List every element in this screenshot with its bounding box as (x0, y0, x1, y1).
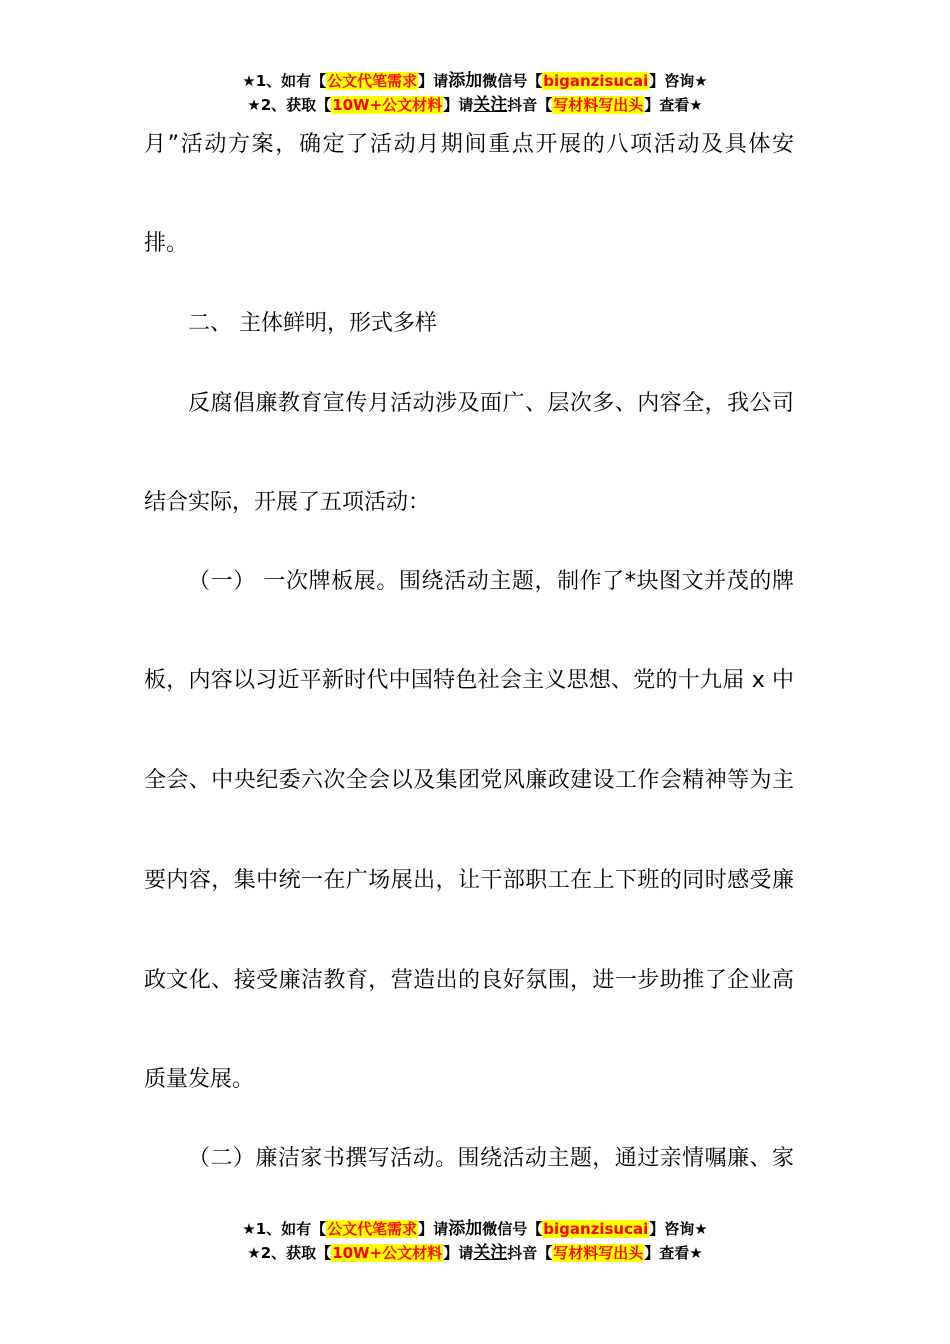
body-line: 政文化、接受廉洁教育，营造出的良好氛围，进一步助推了企业高 (144, 968, 794, 993)
body-line: 板，内容以习近平新时代中国特色社会主义思想、党的十九届 x 中 (144, 668, 794, 693)
banner-emphasis: 添加 (448, 71, 483, 91)
body-line: 反腐倡廉教育宣传月活动涉及面广、层次多、内容全，我公司 (188, 391, 794, 416)
banner-line-2 (0, 1241, 950, 1265)
body-line: 结合实际，开展了五项活动： (144, 490, 431, 515)
banner-text: 抖音【 (507, 1244, 553, 1262)
banner-highlight: biganzisucai (543, 72, 649, 90)
banner-line-1 (0, 69, 950, 93)
banner-line-1 (0, 1217, 950, 1241)
banner-text: 】咨询★ (649, 1220, 708, 1238)
banner-highlight: 写材料写出头 (553, 1244, 644, 1262)
banner-highlight: biganzisucai (543, 1220, 649, 1238)
banner-text: 微信号【 (482, 1220, 543, 1238)
banner-text: 微信号【 (482, 72, 543, 90)
banner-text: 】请 (443, 96, 474, 114)
banner-emphasis: 关注 (473, 95, 508, 115)
body-line: 质量发展。 (144, 1067, 255, 1092)
banner-text: 】请 (418, 1220, 449, 1238)
banner-text: 】咨询★ (649, 72, 708, 90)
banner-text: 】请 (443, 1244, 474, 1262)
banner-emphasis: 关注 (473, 1243, 508, 1263)
section-heading: 二、 主体鲜明，形式多样 (188, 311, 437, 336)
banner-text: 抖音【 (507, 96, 553, 114)
banner-highlight: 10W+公文材料 (332, 1244, 443, 1262)
body-line: （二）廉洁家书撰写活动。围绕活动主题，通过亲情嘱廉、家 (188, 1146, 794, 1171)
body-line: 月”活动方案，确定了活动月期间重点开展的八项活动及具体安 (144, 132, 794, 157)
banner-emphasis: 添加 (448, 1219, 483, 1239)
body-line: 全会、中央纪委六次全会以及集团党风廉政建设工作会精神等为主 (144, 768, 794, 793)
header-banner (0, 69, 950, 117)
banner-text: 】查看★ (644, 96, 703, 114)
banner-highlight: 10W+公文材料 (332, 96, 443, 114)
banner-highlight: 公文代笔需求 (327, 1220, 418, 1238)
banner-text: ★1、如有【 (242, 72, 327, 90)
body-line: （一） 一次牌板展。围绕活动主题，制作了*块图文并茂的牌 (188, 569, 794, 594)
banner-text: ★2、获取【 (247, 1244, 332, 1262)
banner-text: 】查看★ (644, 1244, 703, 1262)
banner-highlight: 写材料写出头 (553, 96, 644, 114)
banner-text: ★2、获取【 (247, 96, 332, 114)
footer-banner (0, 1217, 950, 1265)
banner-text: 】请 (418, 72, 449, 90)
body-line: 排。 (144, 231, 189, 256)
banner-line-2 (0, 93, 950, 117)
banner-text: ★1、如有【 (242, 1220, 327, 1238)
banner-highlight: 公文代笔需求 (327, 72, 418, 90)
body-line: 要内容，集中统一在广场展出，让干部职工在上下班的同时感受廉 (144, 868, 794, 893)
